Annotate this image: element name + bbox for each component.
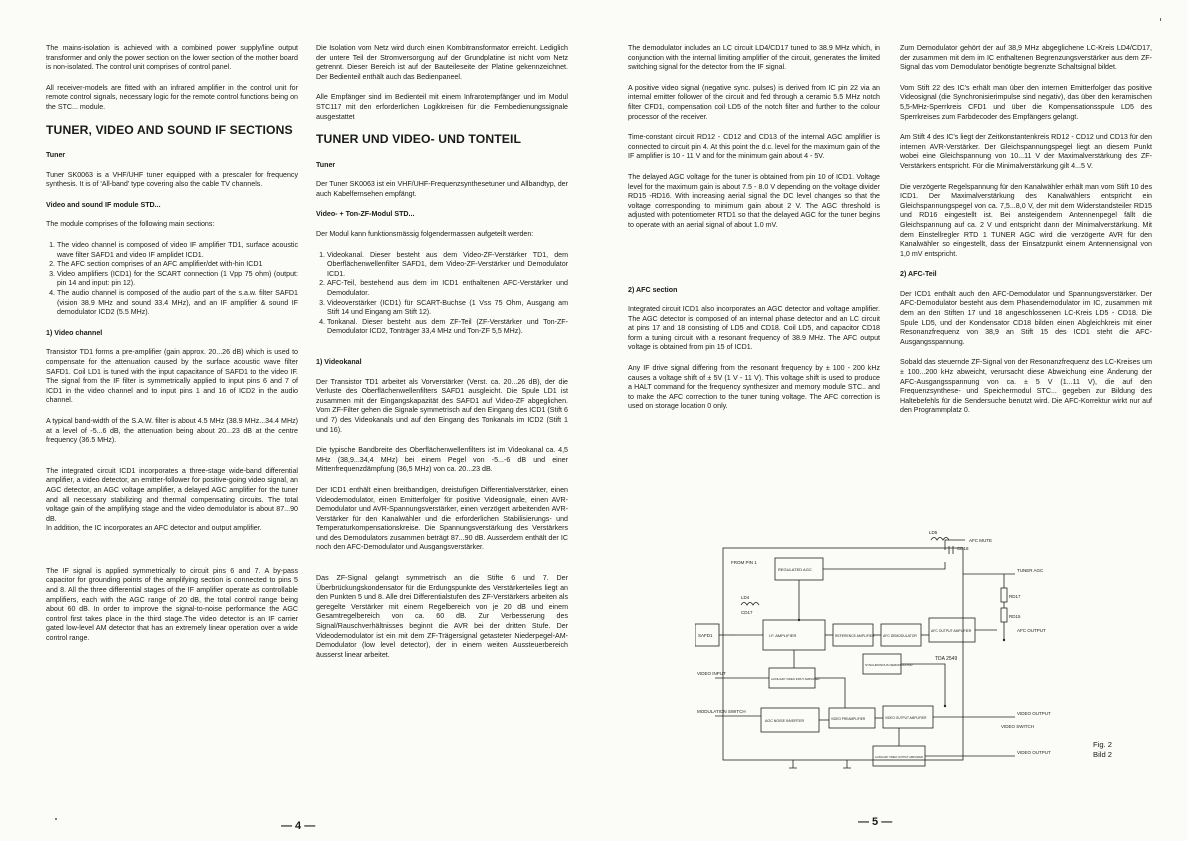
para-positive-video: A positive video signal (negative sync. pulses) is derived from IC pin 22 via an internal emitter follower of the circuit and fed through a ceramic 5.5 MHz notch filter CFD1, compensation coil LD5 of the notch filter and further to the colour processor of the receiver. xyxy=(628,83,880,121)
para-infrared-de: Alle Empfänger sind im Bedienteil mit einem Infrarotempfänger und im Modul STC117 mit den erforderlichen Logikkreisen für die Fernbedienungssignale ausgestattet xyxy=(316,93,568,121)
text-aux-video-in: AUXILIARY VIDEO INPUT AMPLIFIER xyxy=(771,677,820,681)
label-cd18: CD18 xyxy=(957,546,969,551)
text-video-output-amp: VIDEO OUTPUT AMPLIFIER xyxy=(885,716,927,720)
para-mains-isolation: The mains-isolation is achieved with a combined power supply/line output transformer and only the power section on the lower section of the mother board is non-isolated. The control unit comprises of control panel. xyxy=(46,44,298,72)
heading-video-channel: 1) Video channel xyxy=(46,328,103,337)
para-video-3-de: Der ICD1 enthält einen breitbandigen, dreistufigen Differentialverstärker, einen Videodemodulator, einen Emitterfolger für positive Videosignale, einen AVR-Demodulator und AVR-Spannungsverstärker, einen verzögert arbeitenden AVR-Verstärker für den Kanalwähler und die erforderlichen Stabilisierungs- und Temperaturkompensationskreise. Die Spannungsverstärkung des Verstärkers und des Demodulators zusammen beträgt 87...90 dB. Ausserdem enthält der IC noch den AFC-Demodulator und Ausgangsverstärker. xyxy=(316,485,568,552)
label-ic-type: TDA 2549 xyxy=(935,656,958,662)
page5-col-german xyxy=(900,44,1152,427)
heading-afc-de: 2) AFC-Teil xyxy=(900,270,937,279)
para-time-constant-de: Am Stift 4 des IC's liegt der Zeitkonstantenkreis RD12 - CD12 und CD13 für den internen AVR-Verstärker. Der Gleichspannungspegel liegt an diesem Punkt wobei eine Gleichspannung von 10...11 V der Maximalverstärkung des ZF-Verstärkers entspricht. Für die Minimalverstärkung gilt 4...5 V. xyxy=(900,133,1152,170)
para-demodulator: The demodulator includes an LC circuit LD4/CD17 tuned to 38.9 MHz which, in conjunction with the internal limiting amplifier of the circuit, generates the limited switching signal for the detector from the IF signal. xyxy=(628,44,880,72)
para-video-1-de: Der Transistor TD1 arbeitet als Vorverstärker (Verst. ca. 20...26 dB), der die Verluste des Oberflächenwellenfilters SAFD1 ausgleicht. Die Spule LD1 ist zusammen mit der Eingangskapazität des SAFD1 auf Video-ZF abgeglichen. Vom ZF-Filter gehen die Signale symmetrisch auf den Eingang des ICD1 (Stift 6 und 7) des Videokanals und auf den Eingang des Tonkanals im ICD2 (Stift 1 und 16). xyxy=(316,377,568,434)
label-tuner-agc: TUNER AGC xyxy=(1017,568,1044,573)
page5-col-english xyxy=(628,44,880,423)
para-demodulator-de: Zum Demodulator gehört der auf 38,9 MHz abgeglichene LC-Kreis LD4/CD17, der zusammen mit dem im IC enthaltenen Begrenzungsverstärker aus dem ZF-Signal das vom Demodulator benötigte begrenzte Schaltsignal bildet. xyxy=(900,44,1152,72)
module-list-de xyxy=(316,251,568,337)
label-video-switch: VIDEO SWITCH xyxy=(1001,724,1035,729)
para-tuner-de: Der Tuner SK0063 ist ein VHF/UHF-Frequenzsynthesetuner und Allbandtyp, der auch Kabelfernsehen empfängt. xyxy=(316,180,568,198)
para-afc-2: Any IF drive signal differing from the resonant frequency by ± 100 - 200 kHz causes a voltage shift of ± 5V (1 V - 11 V). This voltage shift is used to produce a HALT command for the frequency synthesizer and memory module STC.. and to make the AFC correction to the tuner tuning voltage. The AFC correction is used on storage location 0 only. xyxy=(628,364,880,411)
para-module-de: Der Modul kann funktionsmässig folgendermassen aufgeteilt werden: xyxy=(316,230,534,239)
para-time-constant: Time-constant circuit RD12 - CD12 and CD13 of the internal AGC amplifier is connected to circuit pin 4. At this point the d.c. level for the maximum gain of the IF amplifier is 10 - 11 V and for the minimum gain about 4 - 5V. xyxy=(628,133,880,161)
heading-afc: 2) AFC section xyxy=(628,285,678,294)
text-aux-video-out: AUXILIARY VIDEO OUTPUT AMPLIFIER xyxy=(875,756,923,759)
page4-col-german xyxy=(316,44,568,671)
label-afc-output: AFC OUTPUT xyxy=(1017,628,1046,633)
label-video-output: VIDEO OUTPUT xyxy=(1017,711,1051,716)
label-video-input: VIDEO INPUT xyxy=(697,671,726,676)
label-ld5: LD5 xyxy=(929,530,938,535)
caption-german: Bild 2 xyxy=(1093,749,1112,759)
para-mains-isolation-de: Die Isolation vom Netz wird durch einen Kombitransformator erreicht. Lediglich der untere Teil der Stromversorgung auf der Grundplatine ist nicht vom Netz getrennt. Dieser Bereich ist auf der Bauteileseite der Platine gekennzeichnet. Der Bedienteil enthält auch das Bedienpaneel. xyxy=(316,44,568,81)
page-number-5: — 5 — xyxy=(858,816,893,828)
page4-col-english xyxy=(46,44,298,655)
para-afc-2-de: Sobald das steuernde ZF-Signal von der Resonanzfrequenz des LC-Kreises um ± 100...200 kHz abweicht, verursacht diese Abweichung eine Änderung der AFC-Ausgangsspannung von ca. ± 5 V (1...11 V), die auf den Frequenzsynthese- und Speichermodul STC... gegeben zur Bildung des Haltebefehls für die Sendersuche benutzt wird. Die AFC-Korrektur wirkt nur auf den Programmplatz 0. xyxy=(900,358,1152,415)
heading-tuner: Tuner xyxy=(46,151,66,160)
text-reference-amp: REFERENCE AMPLIFIER xyxy=(835,634,875,638)
list-item: 3. Videoverstärker (ICD1) für SCART-Buchse (1 Vss 75 Ohm, Ausgang am Stift 14 und Eingang am Stift 12). xyxy=(327,299,568,318)
text-agc-regulated: REGULATED AGC xyxy=(778,567,812,572)
para-delayed-agc-de: Die verzögerte Regelspannung für den Kanalwähler erhält man vom Stift 10 des ICD1. Der Maximalverstärkung des Kanalwählers entspricht ein Gleichspannungspegel von ca. 7,5...8,0 V, der mit dem Widerstandsteiler RD15 und RD16 eingestellt ist. Bei ansteigendem Antennenpegel fällt die Gleichspannung auf ca. 2 V und entspricht dann der Minimalverstärkung. Mit dem Einstellregler RTD 1 TUNER AGC wird die verzögerte AVR für den Kanalwähler so eingestellt, dass der Einsatzpunkt einem Antennensignal von 1,0 mV entspricht. xyxy=(900,182,1152,258)
label-rd17: RD17 xyxy=(1009,594,1021,599)
para-video-3: The integrated circuit ICD1 incorporates a three-stage wide-band differential amplifier, a video detector, an emitter-follower for positive-going video signal, an AGC detector, an AGC voltage amplifier, a delayed AGC amplifier for the tuner and all necessary stabilizing and thermal compensating circuits. The total voltage gain of the amplifying stage and the video demodulator is about 87...90 dB. xyxy=(46,466,298,523)
label-from-pin: FROM PIN 1 xyxy=(731,560,757,565)
label-rd15: RD15 xyxy=(1009,614,1021,619)
list-item: 1. Videokanal. Dieser besteht aus dem Video-ZF-Verstärker TD1, dem Oberflächenwellenfilter SAFD1, dem Video-ZF-Verstärker und Demodulator ICD1. xyxy=(327,251,568,280)
list-item: 2. AFC-Teil, bestehend aus dem im ICD1 enthaltenen AFC-Verstärker und Demodulator. xyxy=(327,279,568,298)
para-tuner: Tuner SK0063 is a VHF/UHF tuner equipped with a prescaler for frequency synthesis. It is of 'All-band' type covering also the cable TV channels. xyxy=(46,170,298,189)
block-diagram-tda2549 xyxy=(695,520,1095,770)
para-positive-video-de: Vom Stift 22 des IC's erhält man über den internen Emitterfolger das positive Videosignal (die Synchronisierimpulse sind negativ), das über den keramischen 5,5-MHz-Sperrkreis CFD1 und über die Kompensationsspule LD5 des Sperrkreises zum Farbdecoder des Empfängers gelangt. xyxy=(900,83,1152,121)
para-module: The module comprises of the following main sections: xyxy=(46,220,215,229)
page-number-4: — 4 — xyxy=(281,820,316,832)
list-item: 4. Tonkanal. Dieser besteht aus dem ZF-Teil (ZF-Verstärker und Ton-ZF- Demodulator ICD2, Tonträger 33,4 MHz und Ton-ZF 5,5 MHz). xyxy=(327,318,568,337)
heading-video-channel-de: 1) Videokanal xyxy=(316,357,362,366)
label-modulation-switch: MODULATION SWITCH xyxy=(697,709,746,714)
para-video-1: Transistor TD1 forms a pre-amplifier (gain approx. 20...26 dB) which is used to compensate for the attenuation caused by the surface acoustic wave filter SAFD1. Coil LD1 is tuned with the input capacitance of SAFD1 to the video IF. The signal from the IF filter is symmetrically applied to input pins 6 and 7 of ICD1 in the video channel and to input pins 1 and 16 of ICD2 in the audio channel. xyxy=(46,348,298,405)
label-afc-mute: AFC MUTE xyxy=(969,538,992,543)
scan-speck xyxy=(1160,18,1161,21)
figure-caption xyxy=(1093,740,1112,759)
label-cd17: CD17 xyxy=(741,610,753,615)
caption-english: Fig. 2 xyxy=(1093,740,1112,749)
para-infrared: All receiver-models are fitted with an infrared amplifier in the control unit for remote control signals, necessary logic for the remote control functions being on the STC... module. xyxy=(46,83,298,111)
section-heading: TUNER, VIDEO AND SOUND IF SECTIONS xyxy=(46,122,293,137)
text-afc-output: AFC OUTPUT AMPLIFIER xyxy=(931,629,972,633)
section-heading-de: TUNER UND VIDEO- UND TONTEIL xyxy=(316,132,522,147)
heading-module: Video and sound IF module STD... xyxy=(46,200,161,209)
list-item: 1. The video channel is composed of video IF amplifier TD1, surface acoustic wave filter SAFD1 and video IF amplidet ICD1. xyxy=(57,241,298,260)
para-video-2: A typical band-width of the S.A.W. filter is about 4.5 MHz (38.9 MHz...34.4 MHz) at a level of -5...6 dB, the attenuation being about 20...23 dB at the centre frequency (36.5 MHz). xyxy=(46,416,298,445)
scan-speck xyxy=(55,818,57,820)
label-ld4: LD4 xyxy=(741,595,750,600)
para-delayed-agc: The delayed AGC voltage for the tuner is obtained from pin 10 of ICD1. Voltage level for the maximum gain is about 7.5 - 8.0 V depending on the voltage divider RD15 -RD16. With increasing aerial signal the DC level changes so that the voltage corresponding to minimum gain about 2 V. The AGC threshold is adjusted with potentiometer RTD1 so that the delayed AGC for the tuner begins to operate with an aerial signal of about 1.0 mV. xyxy=(628,172,880,229)
module-list xyxy=(46,241,298,318)
para-video-2-de: Die typische Bandbreite des Oberflächenwellenfilters ist im Videokanal ca. 4,5 MHz (38,9...34,4 MHz) bei einem Pegel von -5...-6 dB und einer Mittenfrequenzdämpfung (36,5 MHz) von ca. 20...23 dB. xyxy=(316,446,568,474)
text-if-amplifier: I.F. AMPLIFIER xyxy=(769,633,797,638)
para-video-4: The IF signal is applied symmetrically to circuit pins 6 and 7. A by-pass capacitor for grounding points of the amplifying section is connected to pins 5 and 8. All the three differential stages of the IF amplifier operate as controllable amplifiers, each with the AGC range of 20 dB, the total control range being about 60 dB. In order to improve the signal-to-noise performance the AGC control first takes place in the third stage.The video detector is an IF carrier gated low-level AM detector that has an extremely linear operation over a wide control range. xyxy=(46,566,298,643)
para-video-3b: In addition, the IC incorporates an AFC detector and output amplifier. xyxy=(46,524,262,533)
text-agc-noise: AGC NOISE INVERTER xyxy=(765,719,805,723)
list-item: 4. The audio channel is composed of the audio part of the s.a.w. filter SAFD1 (vision 38.9 MHz and sound 33.4 MHz), and an IF amplifier & sound IF demodulator ICD2 (5.5 MHz). xyxy=(57,289,298,318)
list-item: 2. The AFC section comprises of an AFC amplifier/det with-hin ICD1 xyxy=(57,260,298,270)
label-safd1: SAFD1 xyxy=(698,633,713,638)
para-video-4-de: Das ZF-Signal gelangt symmetrisch an die Stifte 6 und 7. Der Überbrückungskondensator für die Erdungspunkte des Verstärkerteiles liegt an den Punkten 5 und 8. Alle drei Differentialstufen des ZF-Verstärkers arbeiten als geregelte Verstärker mit einem Regelbereich von je 20 dB und einem Gesamtregelbereich von ca. 60 dB. Zur Verbesserung des Signal/Rauschverhältnisses beginnt die AVR bei der dritten Stufe. Der Videodemodulator ist ein mit dem ZF-Trägersignal getasteter Niederpegel-AM-Demodulator (low level detector), der in einem weiten Aussteuerbereich äusserst linear arbeitet. xyxy=(316,574,568,659)
text-video-preamp: VIDEO PREAMPLIFIER xyxy=(831,717,866,721)
text-afc-demod: AFC DEMODULATOR xyxy=(883,634,917,638)
list-item: 3. Video amplifiers (ICD1) for the SCART connection (1 Vpp 75 ohm) (output: pin 14 and input: pin 12). xyxy=(57,270,298,289)
label-video-output-2: VIDEO OUTPUT xyxy=(1017,750,1051,755)
para-afc-1: Integrated circuit ICD1 also incorporates an AGC detector and voltage amplifier. The AGC detector is composed of an internal phase detector and an LC circuit at pins 17 and 18 consisting of LD5 and CD18. Coil LD5, and capacitor CD18 form a tuning circuit with a resonant frequency of 38.9 MHz. The AFC output voltage is obtained from pin 15 of ICD1. xyxy=(628,305,880,352)
para-afc-1-de: Der ICD1 enthält auch den AFC-Demodulator und Spannungsverstärker. Der AFC-Demodulator besteht aus dem Phasendemodulator im IC, zusammen mit dem an den Stiften 17 und 18 angeschlossenen LC-Kreis LD5 - CD18. Die Spule LD5, und der Kondensator CD18 bilden einen Abgleichkreis mit einer Resonanzfrequenz von 38,9 an Stift 15 des ICD1 steht die AFC-Ausgangsspannung. xyxy=(900,289,1152,346)
heading-tuner-de: Tuner xyxy=(316,160,336,169)
heading-module-de: Video- + Ton-ZF-Modul STD... xyxy=(316,210,415,219)
text-sync-demod: SYNCHRONOUS DEMODULATOR xyxy=(865,663,913,667)
